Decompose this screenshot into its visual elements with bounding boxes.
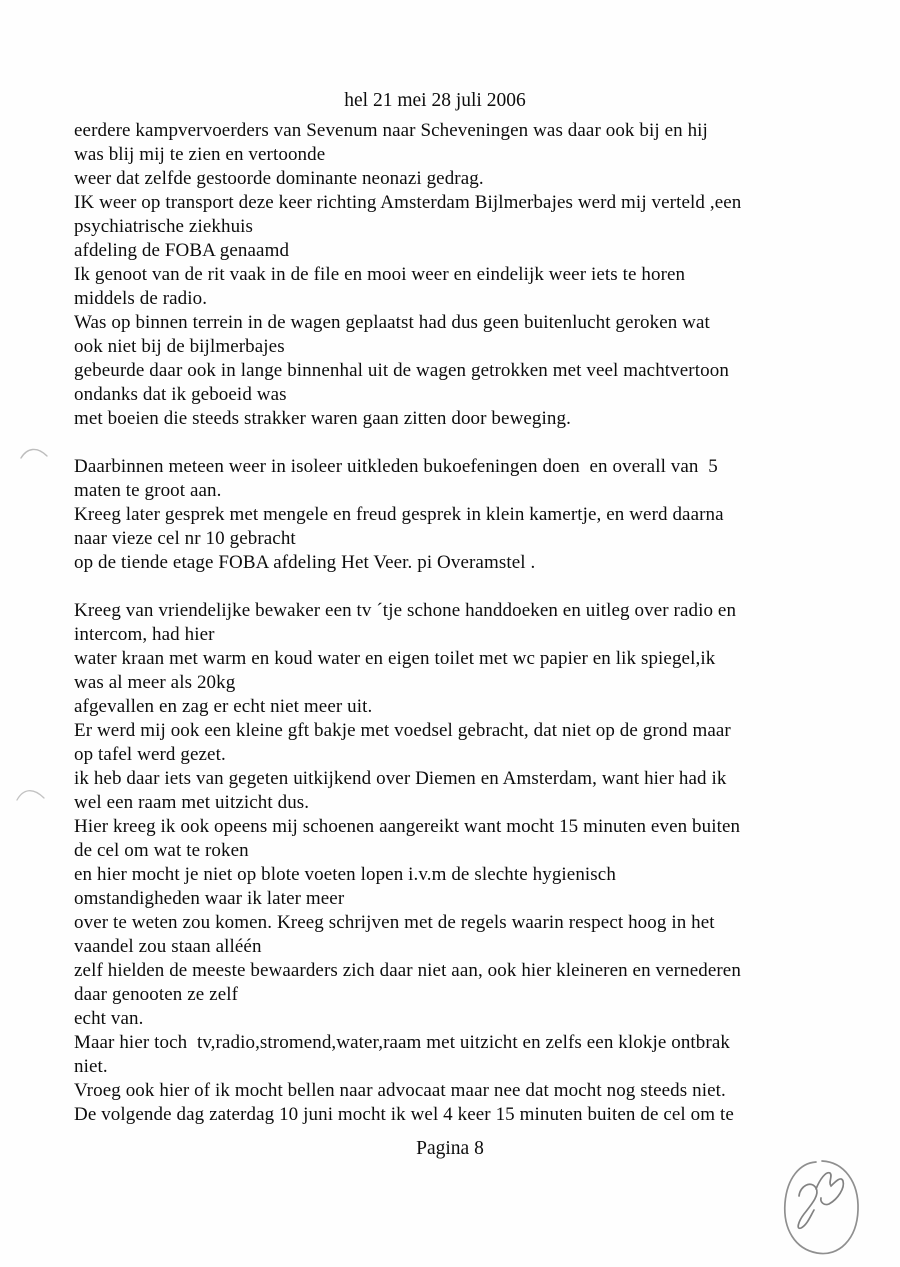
text-line: daar genooten ze zelf xyxy=(74,984,239,1005)
text-line: maten te groot aan. xyxy=(74,480,222,501)
text-line: eerdere kampvervoerders van Sevenum naar Scheveningen was daar ook bij en hij xyxy=(74,120,708,141)
text-line: Er werd mij ook een kleine gft bakje met voedsel gebracht, dat niet op de grond maar xyxy=(74,720,731,741)
handwritten-circle xyxy=(785,1161,858,1254)
pencil-arc-mark xyxy=(17,791,44,800)
text-line: water kraan met warm en koud water en eigen toilet met wc papier en lik spiegel,ik xyxy=(74,648,716,669)
text-line: omstandigheden waar ik later meer xyxy=(74,888,345,909)
text-line: en hier mocht je niet op blote voeten lopen i.v.m de slechte hygienisch xyxy=(74,864,616,885)
text-line: was blij mij te zien en vertoonde xyxy=(74,144,326,165)
text-line: Ik genoot van de rit vaak in de file en mooi weer en eindelijk weer iets te horen xyxy=(74,264,686,285)
text-line: op de tiende etage FOBA afdeling Het Veer. pi Overamstel . xyxy=(74,552,536,573)
text-line: ik heb daar iets van gegeten uitkijkend over Diemen en Amsterdam, want hier had ik xyxy=(74,768,727,789)
text-line: naar vieze cel nr 10 gebracht xyxy=(74,528,296,549)
document-title: hel 21 mei 28 juli 2006 xyxy=(344,90,526,111)
text-line: ondanks dat ik geboeid was xyxy=(74,384,287,405)
text-line: echt van. xyxy=(74,1008,144,1029)
text-line: met boeien die steeds strakker waren gaan zitten door beweging. xyxy=(74,408,571,429)
text-line: Maar hier toch tv,radio,stromend,water,raam met uitzicht en zelfs een klokje ontbrak xyxy=(74,1032,730,1053)
text-line: afdeling de FOBA genaamd xyxy=(74,240,290,261)
text-line: psychiatrische ziekhuis xyxy=(74,216,254,237)
handwritten-circled-number xyxy=(785,1161,858,1254)
text-line: gebeurde daar ook in lange binnenhal uit de wagen getrokken met veel machtvertoon xyxy=(74,360,729,381)
text-line: niet. xyxy=(74,1056,108,1077)
text-line: weer dat zelfde gestoorde dominante neonazi gedrag. xyxy=(74,168,484,189)
handwritten-digit-2 xyxy=(798,1184,817,1228)
text-line: vaandel zou staan alléén xyxy=(74,936,262,957)
text-line: ook niet bij de bijlmerbajes xyxy=(74,336,285,357)
handwritten-digit-3 xyxy=(816,1173,843,1205)
text-line: afgevallen en zag er echt niet meer uit. xyxy=(74,696,373,717)
text-line: zelf hielden de meeste bewaarders zich daar niet aan, ook hier kleineren en vernederen xyxy=(74,960,741,981)
text-line: was al meer als 20kg xyxy=(74,672,236,693)
text-line: Kreeg van vriendelijke bewaker een tv ´tje schone handdoeken en uitleg over radio en xyxy=(74,600,737,621)
text-line: Daarbinnen meteen weer in isoleer uitkleden bukoefeningen doen en overall van 5 xyxy=(74,456,718,477)
pencil-arc-mark xyxy=(21,449,47,458)
text-line: Kreeg later gesprek met mengele en freud gesprek in klein kamertje, en werd daarna xyxy=(74,504,724,525)
text-line: over te weten zou komen. Kreeg schrijven met de regels waarin respect hoog in het xyxy=(74,912,715,933)
text-line: middels de radio. xyxy=(74,288,208,309)
text-line: Was op binnen terrein in de wagen geplaatst had dus geen buitenlucht geroken wat xyxy=(74,312,710,333)
text-line: IK weer op transport deze keer richting Amsterdam Bijlmerbajes werd mij verteld ,een xyxy=(74,192,742,213)
text-line: op tafel werd gezet. xyxy=(74,744,226,765)
text-line: Vroeg ook hier of ik mocht bellen naar advocaat maar nee dat mocht nog steeds niet. xyxy=(74,1080,726,1101)
text-line: wel een raam met uitzicht dus. xyxy=(74,792,310,813)
text-line: intercom, had hier xyxy=(74,624,215,645)
text-line: Hier kreeg ik ook opeens mij schoenen aangereikt want mocht 15 minuten even buiten xyxy=(74,816,741,837)
page-number: Pagina 8 xyxy=(416,1138,484,1159)
text-line: De volgende dag zaterdag 10 juni mocht ik wel 4 keer 15 minuten buiten de cel om te xyxy=(74,1104,734,1125)
text-line: de cel om wat te roken xyxy=(74,840,249,861)
